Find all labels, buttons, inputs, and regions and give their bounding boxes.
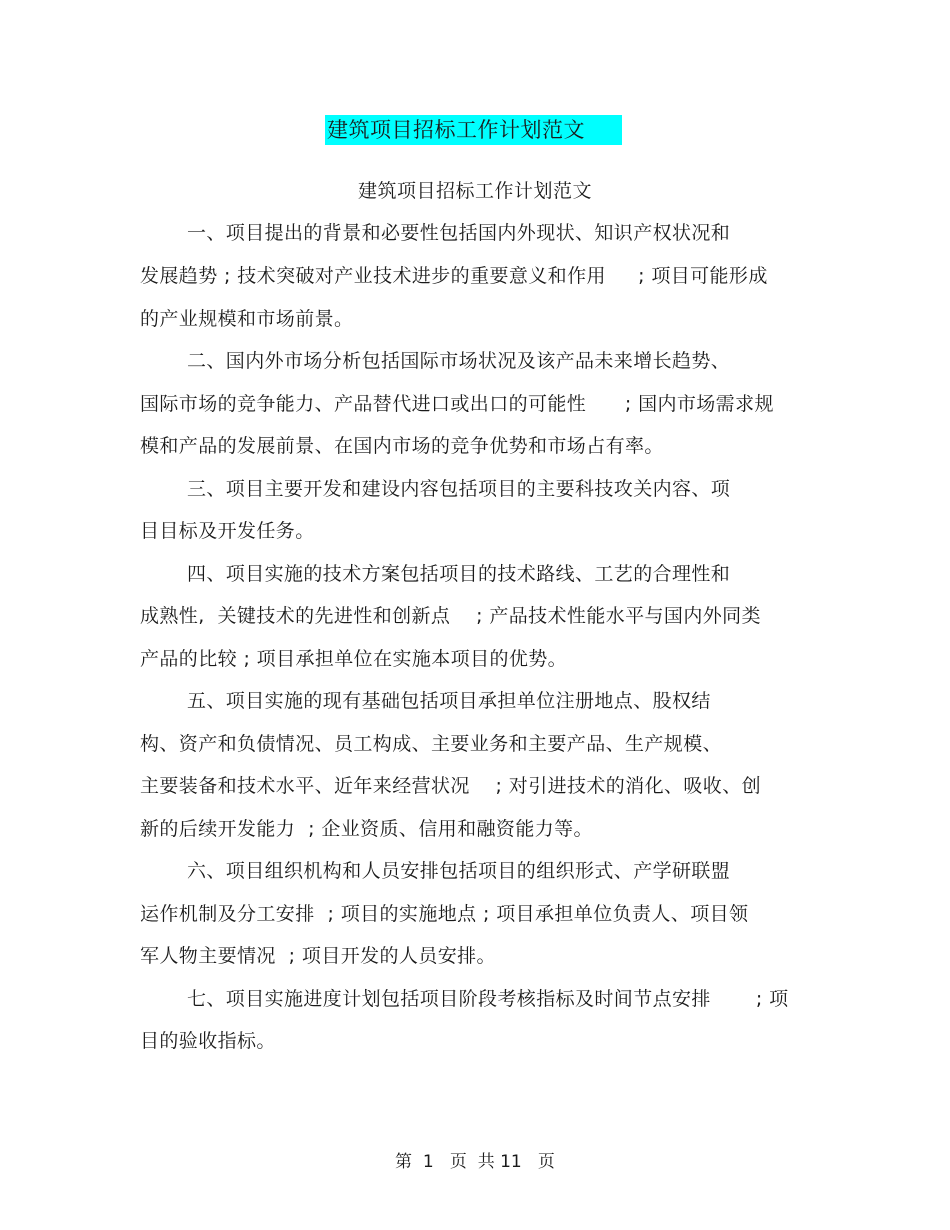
paragraph-5-line-2: 构、资产和负债情况、员工构成、主要业务和主要产品、生产规模、 xyxy=(140,733,723,755)
paragraph-5-line-4: 新的后续开发能力 ; 企业资质、信用和融资能力等。 xyxy=(140,818,593,840)
paragraph-6-line-3: 军人物主要情况 ; 项目开发的人员安排。 xyxy=(140,945,496,967)
paragraph-6-line-2: 运作机制及分工安排 ; 项目的实施地点 ; 项目承担单位负责人、项目领 xyxy=(140,903,749,925)
paragraph-5-line-3: 主要装备和技术水平、近年来经营状况 ; 对引进技术的消化、吸收、创 xyxy=(140,775,762,797)
paragraph-4-line-2: 成熟性, 关键技术的先进性和创新点 ; 产品技术性能水平与国内外同类 xyxy=(140,605,761,627)
paragraph-3-line-2: 目目标及开发任务。 xyxy=(140,520,315,542)
document-title: 建筑项目招标工作计划范文 xyxy=(325,115,622,145)
paragraph-3-line-1: 三、项目主要开发和建设内容包括项目的主要科技攻关内容、项 xyxy=(187,478,731,500)
paragraph-4-line-1: 四、项目实施的技术方案包括项目的技术路线、工艺的合理性和 xyxy=(187,563,731,585)
paragraph-6-line-1: 六、项目组织机构和人员安排包括项目的组织形式、产学研联盟 xyxy=(187,860,731,882)
paragraph-1-line-1: 一、项目提出的背景和必要性包括国内外现状、知识产权状况和 xyxy=(187,222,731,244)
paragraph-7-line-2: 目的验收指标。 xyxy=(140,1030,276,1052)
paragraph-2-line-2: 国际市场的竞争能力、产品替代进口或出口的可能性 ; 国内市场需求规 xyxy=(140,393,774,415)
paragraph-7-line-1: 七、项目实施进度计划包括项目阶段考核指标及时间节点安排 ; 项 xyxy=(187,988,789,1010)
paragraph-4-line-3: 产品的比较 ; 项目承担单位在实施本项目的优势。 xyxy=(140,648,568,670)
paragraph-1-line-3: 的产业规模和市场前景。 xyxy=(140,308,354,330)
document-subtitle: 建筑项目招标工作计划范文 xyxy=(357,180,592,202)
paragraph-1-line-2: 发展趋势 ; 技术突破对产业技术进步的重要意义和作用 ; 项目可能形成 xyxy=(140,265,768,287)
paragraph-5-line-1: 五、项目实施的现有基础包括项目承担单位注册地点、股权结 xyxy=(187,690,711,712)
paragraph-2-line-3: 模和产品的发展前景、在国内市场的竞争优势和市场占有率。 xyxy=(140,435,664,457)
page-number-footer: 第 1 页 共 11 页 xyxy=(395,1152,555,1172)
paragraph-2-line-1: 二、国内外市场分析包括国际市场状况及该产品未来增长趋势、 xyxy=(187,350,731,372)
